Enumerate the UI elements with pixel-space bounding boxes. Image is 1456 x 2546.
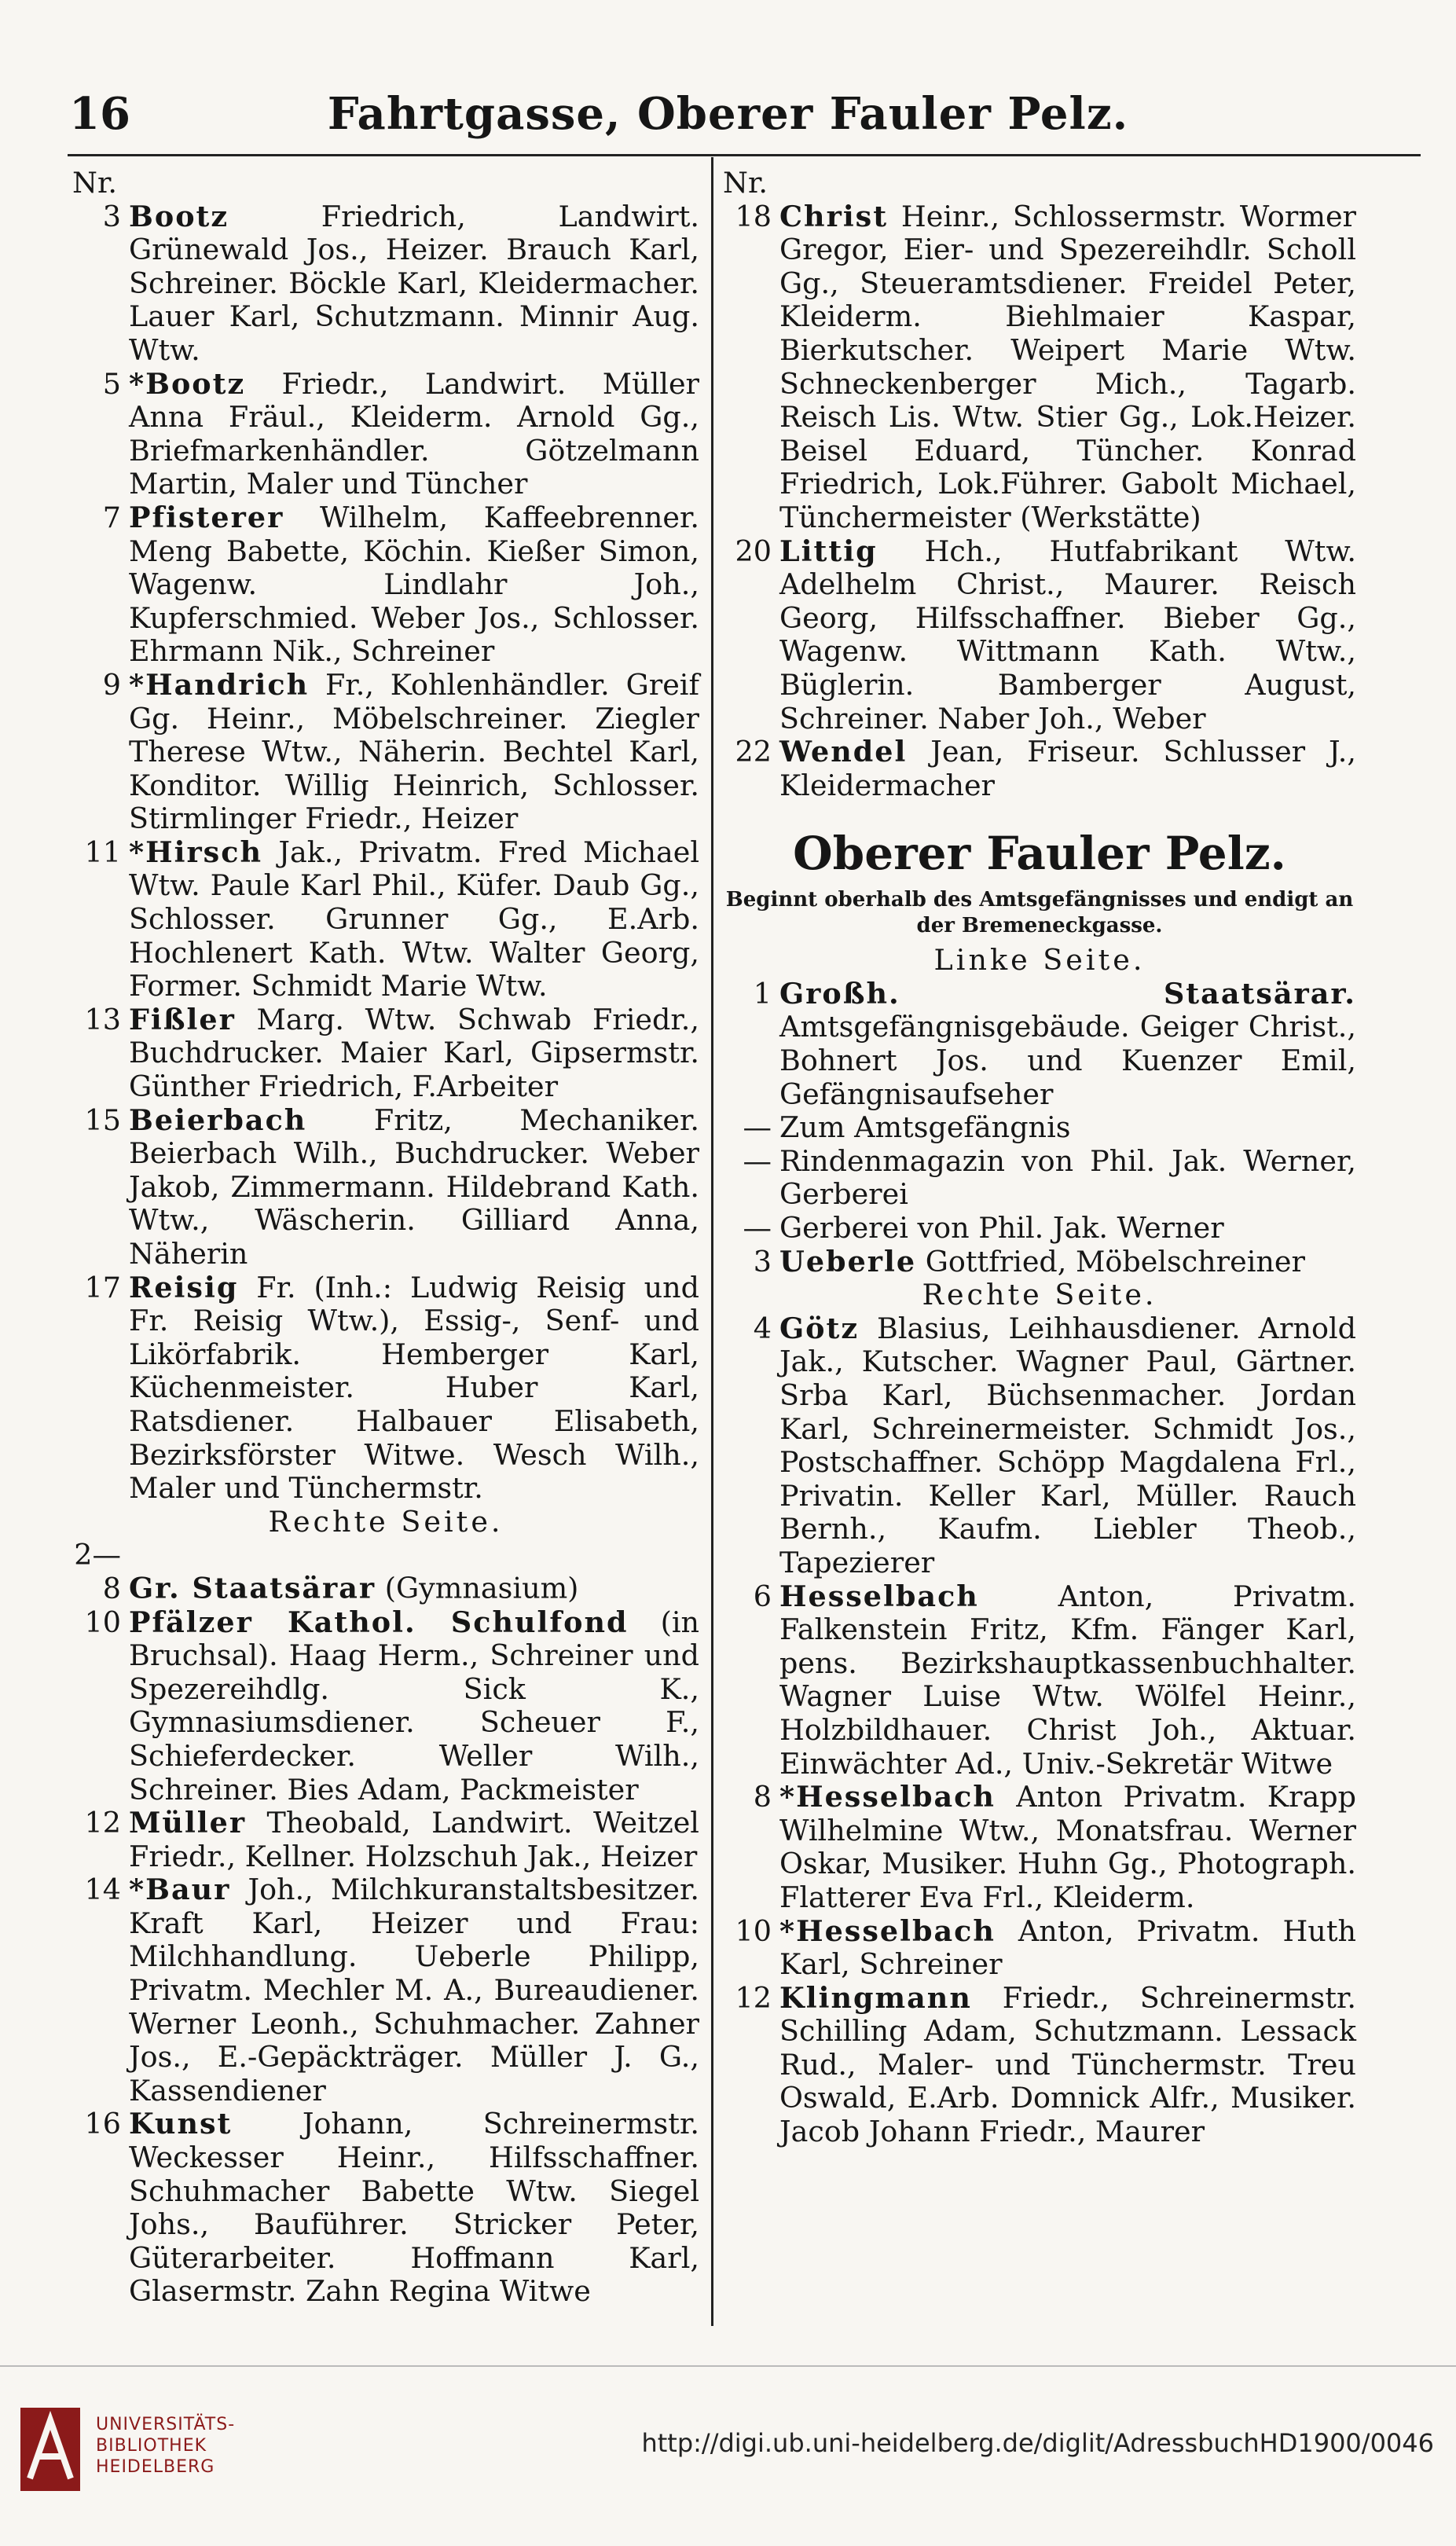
owner-name: Hesselbach [779,1579,979,1613]
right-entries-3 [723,1312,1356,2149]
column-divider [711,157,713,2326]
house-number: 14 [84,1873,121,1907]
residents-text: Marg. Wtw. Schwab Friedr., Buchdrucker. Maier Karl, Gipsermstr. Günther Friedrich, F.Arbeiter [129,1002,699,1104]
residents-text: Blasius, Leihhausdiener. Arnold Jak., Kutscher. Wagner Paul, Gärtner. Srba Karl, Büchsenmacher. Jordan Karl, Schreinermeister. Schmidt Jos., Postschaffner. Schöpp Magdalena Frl., Privatin. Keller Karl, Müller. Rauch Bernh., Kaufm. Liebler Theob., Tapezierer [779,1311,1356,1579]
address-entry [72,368,699,501]
owner-name: Beierbach [129,1102,307,1137]
house-number: 3 [102,199,121,233]
address-entry [72,501,699,669]
owner-name: Bootz [129,199,229,233]
library-name [96,2414,235,2478]
address-entry [723,535,1356,736]
source-url-link[interactable]: http://digi.ub.uni-heidelberg.de/diglit/AdressbuchHD1900/0046 [641,2428,1434,2458]
residents-text: Heinr., Schlossermstr. Wormer Gregor, Eier- und Spezereihdlr. Scholl Gg., Steueramtsdiener. Freidel Peter, Kleiderm. Biehlmaier Kaspar, Bierkutscher. Weipert Marie Wtw. Schneckenberger Mich., Tagarb. Reisch Lis. Wtw. Stier Gg., Lok.Heizer. Beisel Eduard, Tüncher. Konrad Friedrich, Lok.Führer. Gabolt Michael, Tünchermeister (Werkstätte) [779,199,1356,534]
house-number: 3 [753,1244,772,1279]
house-number: 20 [735,534,772,568]
owner-name: Reisig [129,1270,239,1304]
residents-text: Fr. (Inh.: Ludwig Reisig und Fr. Reisig Wtw.), Essig-, Senf- und Likörfabrik. Hemberger Karl, Küchenmeister. Huber Karl, Ratsdiener. Halbauer Elisabeth, Bezirksförster Witwe. Wesch Wilh., Maler und Tünchermstr. [129,1270,699,1506]
residents-text: (in Bruchsal). Haag Herm., Schreiner und Spezereihdlg. Sick K., Gymnasiumsdiener. Scheuer F., Schieferdecker. Weller Wilh., Schreiner. Bies Adam, Packmeister [129,1605,700,1807]
owner-name: Götz [779,1311,860,1345]
section-title: Oberer Fauler Pelz. [793,827,1286,881]
owner-name: Ueberle [779,1244,917,1279]
left-entries-1 [72,200,699,1506]
address-entry [723,978,1356,1111]
address-entry [723,1245,1356,1279]
owner-name: Müller [129,1806,247,1840]
house-number: 9 [102,667,121,702]
residents-text: Rindenmagazin von Phil. Jak. Werner, Gerberei [779,1143,1356,1212]
address-entry [723,1915,1356,1982]
right-entries-1 [723,200,1356,803]
residents-text: Hch., Hutfabrikant Wtw. Adelhelm Christ., Maurer. Reisch Georg, Hilfsschaffner. Bieber Gg., Wagenw. Wittmann Kath. Wtw., Büglerin. Bamberger August, Schreiner. Naber Joh., Weber [779,534,1356,736]
library-line: UNIVERSITÄTS- [96,2415,236,2434]
residents-text: Johann, Schreinermstr. Weckesser Heinr., Hilfsschaffner. Schuhmacher Babette Wtw. Siegel Johs., Bauführer. Stricker Peter, Güterarbeiter. Hoffmann Karl, Glasermstr. Zahn Regina Witwe [129,2107,699,2309]
address-entry [72,1606,699,1807]
owner-name: Großh. Staatsärar. [779,976,1356,1011]
address-entry [72,2108,699,2309]
address-entry [72,1104,699,1271]
house-number: 5 [102,366,121,401]
address-entry [72,669,699,836]
right-column [723,167,1356,2149]
residents-text: Friedr., Schreinermstr. Schilling Adam, Schutzmann. Lessack Rud., Maler- und Tünchermstr. Treu Oswald, E.Arb. Domnick Alfr., Musiker. Jacob Johann Friedr., Maurer [779,1980,1356,2149]
address-entry [723,200,1356,535]
house-number: — [743,1143,772,1178]
house-number: 22 [735,735,772,769]
address-entry [72,1873,699,2108]
house-number: 15 [84,1102,121,1137]
address-entry [72,1271,699,1506]
house-number: 16 [84,2107,121,2141]
residents-text: Friedrich, Landwirt. Grünewald Jos., Heizer. Brauch Karl, Schreiner. Böckle Karl, Kleidermacher. Lauer Karl, Schutzmann. Minnir Aug. Wtw. [129,199,699,367]
owner-name: *Baur [129,1873,231,1907]
address-entry [72,836,699,1003]
owner-name: *Handrich [129,667,310,702]
side-heading-right: Rechte Seite. [922,1278,1157,1312]
owner-name: *Hirsch [129,835,262,869]
left-column [72,167,699,2309]
residents-text: Gottfried, Möbelschreiner [925,1244,1305,1279]
address-entry [723,736,1356,802]
owner-name: Pfisterer [129,500,284,534]
owner-name: Pfälzer Kathol. Schulfond [129,1605,629,1639]
page-title: Fahrtgasse, Oberer Fauler Pelz. [327,88,1129,140]
library-line: HEIDELBERG [96,2457,215,2477]
residents-text: (Gymnasium) [384,1571,579,1605]
residents-text: Jean, Friseur. Schlusser J., Kleidermacher [779,735,1356,802]
house-number: 8 [753,1780,772,1814]
residents-text: Fritz, Mechaniker. Beierbach Wilh., Buchdrucker. Weber Jakob, Zimmermann. Hildebrand Kath. Wtw., Wäscherin. Gilliard Anna, Näherin [129,1102,699,1271]
house-number: 12 [84,1806,121,1840]
house-number: 10 [735,1913,772,1948]
library-logo-icon [19,2406,82,2493]
owner-name: Fißler [129,1002,236,1036]
address-entry [723,1982,1356,2149]
house-number: — [743,1110,772,1145]
left-entries-2 [72,1539,699,2309]
owner-name: *Bootz [129,366,246,401]
side-heading-right: Rechte Seite. [268,1504,504,1539]
side-heading-left: Linke Seite. [933,943,1146,978]
house-number: 10 [84,1605,121,1639]
address-entry [723,1212,1356,1245]
residents-text: Amtsgefängnisgebäude. Geiger Christ., Bohnert Jos. und Kuenzer Emil, Gefängnisaufseher [779,1010,1356,1111]
house-number: 13 [84,1002,121,1036]
address-entry [723,1580,1356,1781]
header-rule [68,154,1421,156]
owner-name: Gr. Staatsärar [129,1571,376,1605]
address-entry [72,200,699,368]
section-subtitle: Beginnt oberhalb des Amtsgefängnisses und endigt an der Bremeneckgasse. [725,888,1354,938]
residents-text: Gerberei von Phil. Jak. Werner [779,1211,1224,1245]
address-entry [72,1807,699,1873]
owner-name: Klingmann [779,1980,972,2015]
owner-name: Kunst [129,2107,233,2141]
house-number: 17 [84,1270,121,1304]
nr-label: Nr. [72,166,117,200]
owner-name: Wendel [779,735,908,769]
residents-text: Anton, Privatm. Huth Karl, Schreiner [779,1913,1356,1982]
owner-name: Christ [779,199,889,233]
house-number: 11 [84,835,121,869]
address-entry [723,1781,1356,1914]
residents-text: Friedr., Landwirt. Müller Anna Fräul., Kleiderm. Arnold Gg., Briefmarkenhändler. Götzelmann Martin, Maler und Tüncher [129,366,699,501]
owner-name: *Hesselbach [779,1913,996,1948]
address-entry [72,1539,699,1605]
address-entry [72,1003,699,1104]
footer-rule [0,2365,1456,2367]
address-entry [723,1312,1356,1580]
residents-text: Theobald, Landwirt. Weitzel Friedr., Kellner. Holzschuh Jak., Heizer [129,1806,699,1873]
house-number: 4 [753,1311,772,1345]
residents-text: Joh., Milchkuranstaltsbesitzer. Kraft Karl, Heizer und Frau: Milchhandlung. Ueberle Philipp, Privatm. Mechler M. A., Bureaudiener. Werner Leonh., Schuhmacher. Zahner Jos., E.-Gepäckträger. Müller J. G., Kassendiener [129,1873,700,2108]
right-entries-2 [723,978,1356,1279]
owner-name: Littig [779,534,878,568]
residents-text: Anton Privatm. Krapp Wilhelmine Wtw., Monatsfrau. Werner Oskar, Musiker. Huhn Gg., Photograph. Flatterer Eva Frl., Kleiderm. [779,1780,1357,1914]
house-number: 18 [735,199,772,233]
residents-text: Jak., Privatm. Fred Michael Wtw. Paule Karl Phil., Küfer. Daub Gg., Schlosser. Grunner Gg., E.Arb. Hochlenert Kath. Wtw. Walter Georg, Former. Schmidt Marie Wtw. [129,835,699,1003]
residents-text: Anton, Privatm. Falkenstein Fritz, Kfm. Fänger Karl, pens. Bezirkshauptkassenbuchhalter. Wagner Luise Wtw. Wölfel Heinr., Holzbildhauer. Christ Joh., Aktuar. Einwächter Ad., Univ.-Sekretär Witwe [779,1579,1357,1781]
page-number: 16 [69,88,130,140]
residents-text: Wilhelm, Kaffeebrenner. Meng Babette, Köchin. Kießer Simon, Wagenw. Lindlahr Joh., Kupferschmied. Weber Jos., Schlosser. Ehrmann Nik., Schreiner [129,500,699,669]
house-number: — [743,1211,772,1245]
house-number: 7 [102,500,121,534]
residents-text: Zum Amtsgefängnis [779,1110,1071,1145]
residents-text: Fr., Kohlenhändler. Greif Gg. Heinr., Möbelschreiner. Ziegler Therese Wtw., Näherin. Bechtel Karl, Konditor. Willig Heinrich, Schlosser. Stirmlinger Friedr., Heizer [129,667,699,836]
owner-name: *Hesselbach [779,1780,996,1814]
address-entry [723,1111,1356,1145]
house-number: 6 [753,1579,772,1613]
house-number: 2—8 [74,1538,121,1605]
address-entry [723,1145,1356,1212]
house-number: 1 [753,976,772,1011]
nr-label: Nr. [723,166,768,200]
house-number: 12 [735,1980,772,2015]
library-line: BIBLIOTHEK [96,2436,207,2456]
